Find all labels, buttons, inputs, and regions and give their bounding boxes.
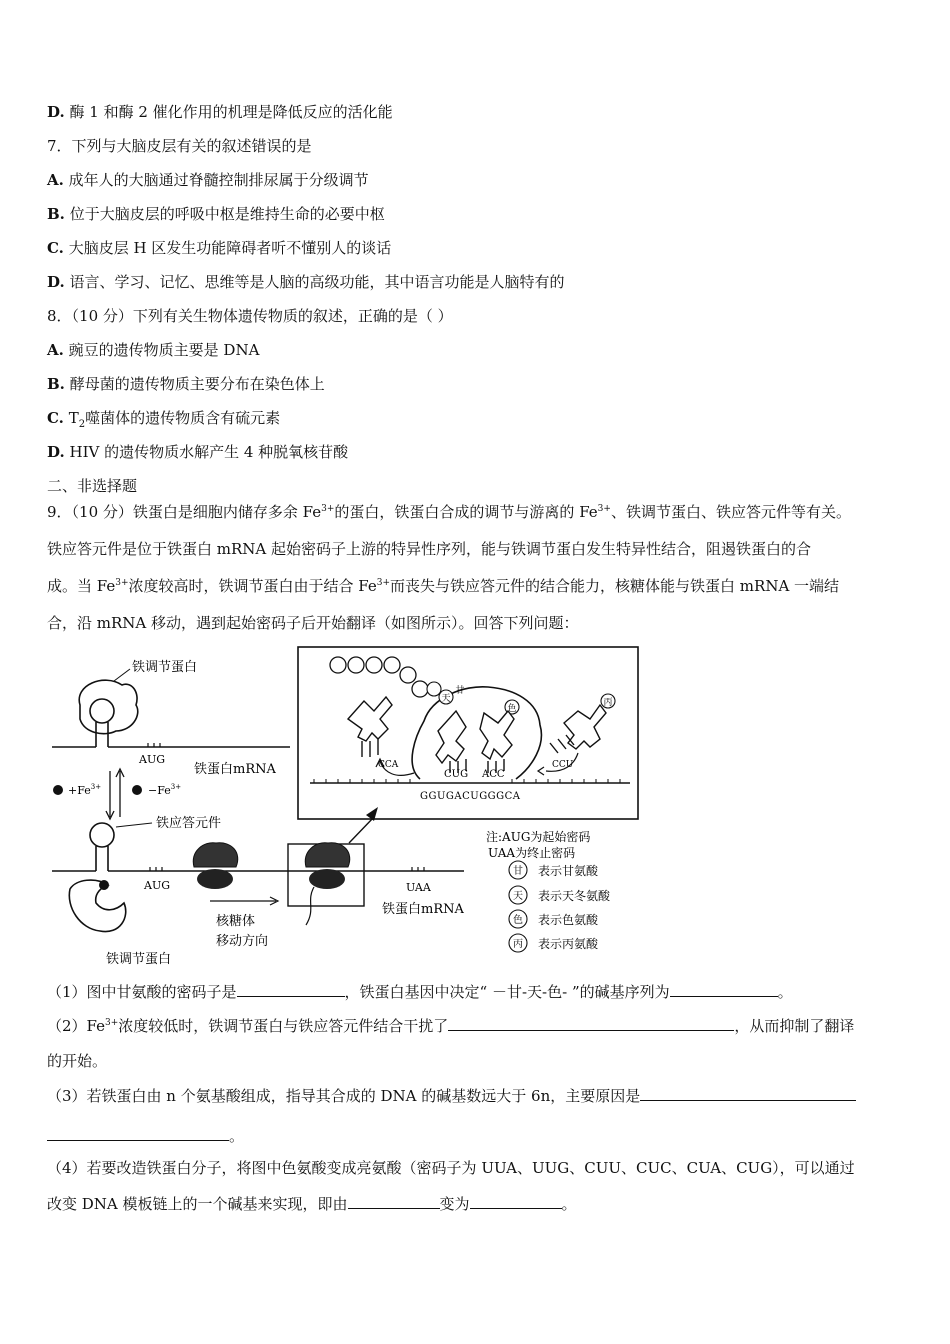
mrna-strand <box>310 779 630 783</box>
question-7: 7．下列与大脑皮层有关的叙述错误的是 <box>47 137 312 155</box>
blank-3b[interactable] <box>47 1126 229 1141</box>
anticodon-cca: CCA <box>378 760 399 770</box>
irp-free <box>69 880 125 932</box>
blank-1b[interactable] <box>670 982 778 997</box>
ire-label: 铁应答元件 <box>156 816 222 831</box>
question-8: 8．（10 分）下列有关生物体遗传物质的叙述，正确的是（ ） <box>47 307 453 325</box>
option-7b: B. 位于大脑皮层的呼吸中枢是维持生命的必要中枢 <box>47 205 385 223</box>
option-6d: D. 酶 1 和酶 2 催化作用的机理是降低反应的活化能 <box>47 103 393 121</box>
blank-4b[interactable] <box>470 1194 562 1209</box>
legend-sym-ala: 丙 <box>513 939 523 950</box>
irp-bound-ire <box>52 680 290 747</box>
plus-fe-label: $+Fe^{3+}$ <box>68 783 102 797</box>
note-start-codon: 注:AUG为起始密码 <box>486 830 591 844</box>
section-heading: 二、非选择题 <box>47 477 138 495</box>
anticodon-ccu: CCU <box>552 760 574 770</box>
subq-2-cont: 的开始。 <box>47 1052 108 1070</box>
trp-tag: 色 <box>507 704 517 714</box>
legend-text-gly: 表示甘氨酸 <box>538 864 599 878</box>
ribosome-direction-label-2: 移动方向 <box>216 934 269 949</box>
legend-sym-trp: 色 <box>513 915 523 926</box>
note-stop-codon: UAA为终止密码 <box>488 846 576 860</box>
option-7c: C. 大脑皮层 H 区发生功能障碍者听不懂别人的谈话 <box>47 239 392 257</box>
q9-line-1: 9．（10 分）铁蛋白是细胞内储存多余 $Fe^{3+}$的蛋白，铁蛋白合成的调节与游离的 $Fe^{3+}$、铁调节蛋白、铁应答元件等有关。 <box>47 503 851 521</box>
subq-4: （4）若要改造铁蛋白分子，将图中色氨酸变成亮氨酸（密码子为 UUA、UUG、CUU、CUC、CUA、CUG），可以通过 <box>47 1159 855 1177</box>
ribosome-direction-label-1: 核糖体 <box>216 914 256 929</box>
legend-text-trp: 表示色氨酸 <box>538 913 599 927</box>
asp-tag: 天 <box>441 694 451 704</box>
minus-fe-label: $-Fe^{3+}$ <box>148 783 182 797</box>
ferritin-translation-figure <box>44 645 644 975</box>
ribosome-2 <box>305 843 349 925</box>
subq-3-cont: 。 <box>47 1126 244 1146</box>
irp-top-label: 铁调节蛋白 <box>132 660 198 675</box>
blank-4a[interactable] <box>348 1194 440 1209</box>
option-8a: A. 豌豆的遗传物质主要是 DNA <box>47 341 260 359</box>
legend-sym-gly: 甘 <box>513 866 523 877</box>
option-7d: D. 语言、学习、记忆、思维等是人脑的高级功能，其中语言功能是人脑特有的 <box>47 273 565 291</box>
subq-4-cont: 改变 DNA 模板链上的一个碱基来实现，即由 变为 。 <box>47 1195 577 1213</box>
uaa-label: UAA <box>406 881 431 894</box>
gly-tag: 甘 <box>455 686 465 696</box>
ribosome-1 <box>193 843 237 889</box>
subq-3: （3）若铁蛋白由 n 个氨基酸组成，指导其合成的 DNA 的碱基数远大于 6n，主要原因是 <box>47 1086 856 1106</box>
legend-sym-asp: 天 <box>513 891 523 902</box>
q9-line-4: 合，沿 mRNA 移动，遇到起始密码子后开始翻译（如图所示）。回答下列问题： <box>47 614 579 632</box>
subq-1: （1）图中甘氨酸的密码子是 ，铁蛋白基因中决定“ －甘-天-色- ”的碱基序列为 。 <box>47 983 793 1001</box>
legend-text-asp: 表示天冬氨酸 <box>538 889 611 903</box>
anticodon-acc: ACC <box>482 769 505 780</box>
mrna-label-2: 铁蛋白mRNA <box>382 902 464 917</box>
codon-sequence: GGUGACUGGGCA <box>420 791 521 802</box>
free-ire-mrna <box>52 823 464 871</box>
blank-1a[interactable] <box>237 982 345 997</box>
option-7a: A. 成年人的大脑通过脊髓控制排尿属于分级调节 <box>47 171 369 189</box>
irp-bottom-label: 铁调节蛋白 <box>106 952 172 967</box>
blank-3a[interactable] <box>640 1086 856 1101</box>
ribosome-outline <box>412 687 541 779</box>
ala-tag: 丙 <box>603 698 613 708</box>
option-8d: D. HIV 的遗传物质水解产生 4 种脱氧核苷酸 <box>47 443 349 461</box>
blank-2[interactable] <box>448 1016 734 1031</box>
aug-label-2: AUG <box>144 879 171 892</box>
subq-2: $(2)Fe^{3+}$浓度较低时，铁调节蛋白与铁应答元件结合干扰了 ，从而抑制了翻译 <box>47 1017 855 1035</box>
mrna-label-1: 铁蛋白mRNA <box>194 762 276 777</box>
anticodon-cug: CUG <box>444 769 469 780</box>
q9-line-2: 铁应答元件是位于铁蛋白 mRNA 起始密码子上游的特异性序列，能与铁调节蛋白发生特异性结合，阻遏铁蛋白的合 <box>47 540 812 558</box>
aug-label-1: AUG <box>139 753 166 766</box>
legend-text-ala: 表示丙氨酸 <box>538 937 599 951</box>
polypeptide-chain <box>330 657 615 714</box>
option-8b: B. 酵母菌的遗传物质主要分布在染色体上 <box>47 375 325 393</box>
q9-line-3: 成。当 $Fe^{3+}$浓度较高时，铁调节蛋白由于结合 $Fe^{3+}$而丧失与铁应答元件的结合能力，核糖体能与铁蛋白 mRNA 一端结 <box>47 577 840 595</box>
option-8c: C. $T_2$噬菌体的遗传物质含有硫元素 <box>47 409 281 430</box>
fe-exchange-arrows <box>53 769 142 819</box>
